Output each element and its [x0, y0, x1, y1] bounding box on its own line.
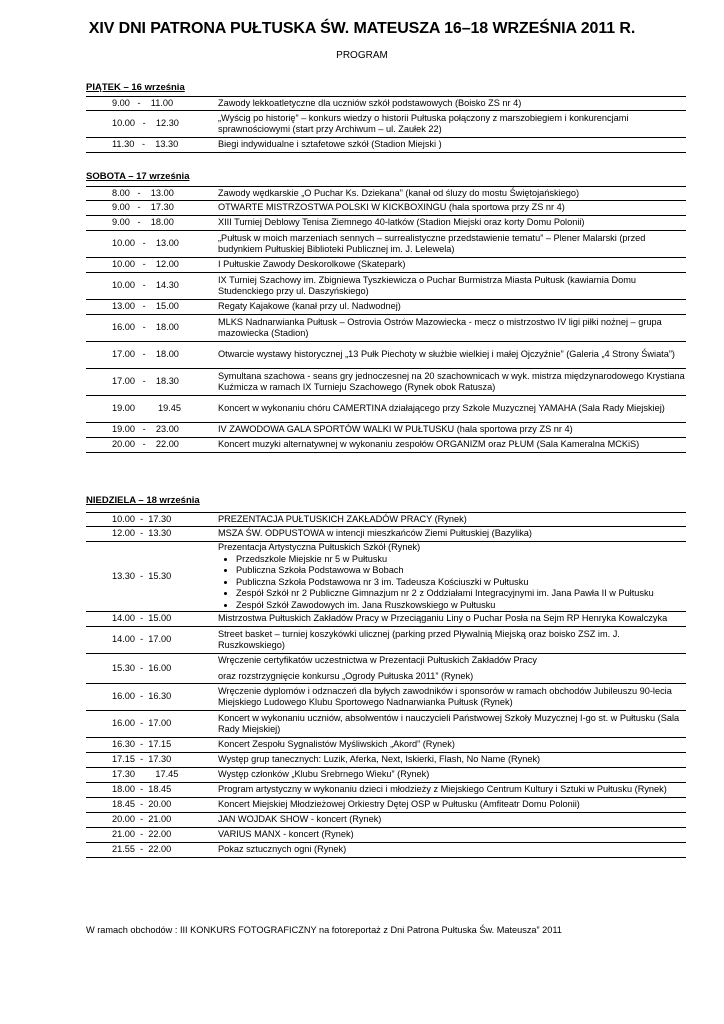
event-description: Występ członków „Klubu Srebrnego Wieku” (Rynek) — [218, 769, 430, 780]
event-time: 16.30 - 17.15 — [112, 739, 172, 750]
event-description: MSZA ŚW. ODPUSTOWA w intencji mieszkańców Ziemi Pułtuskiej (Bazylika) — [218, 528, 532, 539]
event-time: 18.45 - 20.00 — [112, 799, 172, 810]
schedule-table — [86, 96, 686, 153]
table-row — [86, 315, 686, 342]
table-row — [86, 542, 686, 612]
event-time: 12.00 - 13.30 — [112, 528, 172, 539]
table-row — [86, 138, 686, 153]
event-time: 10.00 - 13.00 — [112, 238, 179, 249]
event-description: Koncert Miejskiej Młodzieżowej Orkiestry Dętej OSP w Pułtusku (Amfiteatr Domu Polonii) — [218, 799, 580, 810]
event-description: Występ grup tanecznych: Luzik, Aferka, Next, Iskierki, Flash, No Name (Rynek) — [218, 754, 541, 765]
event-time: 19.00 - 23.00 — [112, 424, 179, 435]
list-item: • Zespół Szkół nr 2 Publiczne Gimnazjum nr 2 z Oddziałami Integracyjnymi im. Jana Pawła II w Pułtusku — [236, 588, 686, 600]
event-description: Zawody wędkarskie „O Puchar Ks. Dziekana” (kanał od śluzy do mostu Świętojańskiego) — [218, 187, 580, 198]
event-time: 17.15 - 17.30 — [112, 754, 172, 765]
table-row — [86, 423, 686, 438]
table-row — [86, 186, 686, 201]
event-time: 9.00 - 11.00 — [112, 97, 174, 108]
table-row — [86, 768, 686, 783]
event-description: Pokaz sztucznych ogni (Rynek) — [218, 844, 347, 855]
day-header: NIEDZIELA – 18 września — [86, 495, 200, 506]
event-description: „Wyścig po historię” – konkurs wiedzy o historii Pułtuska połączony z marszobiegiem i konkurencjami sprawnościowymi (start przy Archiwum – ul. Zaułek 22) — [218, 112, 629, 134]
table-row — [86, 438, 686, 453]
event-description: Program artystyczny w wykonaniu dzieci i młodzieży z Miejskiego Centrum Kultury i Sztuki w Pułtusku (Rynek) — [218, 784, 667, 795]
schedule-table — [86, 512, 686, 858]
event-time: 17.00 - 18.30 — [112, 376, 179, 387]
event-time: 18.00 - 18.45 — [112, 784, 172, 795]
event-time: 17.00 - 18.00 — [112, 349, 179, 360]
table-row — [86, 527, 686, 542]
event-description: Symultana szachowa - seans gry jednoczesnej na 20 szachownicach w wyk. mistrza międzynarodowego Krystiana Kuźmicza w ramach IX Turnieju Szachowego (Rynek obok Ratusza) — [218, 370, 685, 392]
table-row — [86, 396, 686, 423]
event-time: 21.55 - 22.00 — [112, 844, 172, 855]
event-time: 13.00 - 15.00 — [112, 301, 179, 312]
table-row — [86, 273, 686, 300]
table-row — [86, 843, 686, 858]
event-time: 9.00 - 17.30 — [112, 202, 174, 213]
event-description: Koncert w wykonaniu chóru CAMERTINA działającego przy Szkole Muzycznej YAMAHA (Sala Rady Miejskiej) — [218, 403, 665, 414]
event-time: 10.00 - 12.30 — [112, 118, 179, 129]
table-row — [86, 369, 686, 396]
footer-note: W ramach obchodów : III KONKURS FOTOGRAFICZNY na fotoreportaż z Dni Patrona Pułtuska Św. Mateusza” 2011 — [86, 925, 562, 935]
day-header: PIĄTEK – 16 września — [86, 82, 185, 93]
event-description: Regaty Kajakowe (kanał przy ul. Nadwodnej) — [218, 301, 401, 312]
event-time: 15.30 - 16.00 — [112, 662, 172, 673]
table-row — [86, 201, 686, 216]
table-row — [86, 300, 686, 315]
table-row — [86, 612, 686, 627]
event-time: 19.00 19.45 — [112, 403, 181, 414]
event-description: Koncert Zespołu Sygnalistów Myśliwskich „Akord” (Rynek) — [218, 739, 455, 750]
table-row — [86, 231, 686, 258]
event-description: IV ZAWODOWA GALA SPORTÓW WALKI W PUŁTUSKU (hala sportowa przy ZS nr 4) — [218, 424, 573, 435]
event-description: PREZENTACJA PUŁTUSKICH ZAKŁADÓW PRACY (Rynek) — [218, 513, 467, 524]
event-time: 8.00 - 13.00 — [112, 187, 174, 198]
table-row — [86, 798, 686, 813]
event-time: 9.00 - 18.00 — [112, 217, 174, 228]
event-time: 13.30 - 15.30 — [112, 570, 172, 581]
table-row — [86, 512, 686, 527]
table-row — [86, 627, 686, 654]
table-row — [86, 753, 686, 768]
event-description: Koncert muzyki alternatywnej w wykonaniu zespołów ORGANIZM oraz PŁUM (Sala Kameralna MCKiS) — [218, 439, 640, 450]
event-time: 20.00 - 21.00 — [112, 814, 172, 825]
event-time: 14.00 - 15.00 — [112, 613, 172, 624]
table-row — [86, 783, 686, 798]
table-row — [86, 711, 686, 738]
event-description: I Pułtuskie Zawody Deskorolkowe (Skatepark) — [218, 259, 406, 270]
event-time: 14.00 - 17.00 — [112, 634, 172, 645]
table-row — [86, 342, 686, 369]
event-time: 16.00 - 16.30 — [112, 691, 172, 702]
event-time: 11.30 - 13.30 — [112, 139, 179, 150]
day-header: SOBOTA – 17 września — [86, 171, 190, 182]
event-description: Wręczenie certyfikatów uczestnictwa w Prezentacji Pułtuskich Zakładów Pracy oraz rozstrzygnięcie konkursu „Ogrody Pułtuska 2011” (Rynek) — [218, 655, 537, 681]
schedule-table — [86, 186, 686, 453]
event-description: Wręczenie dyplomów i odznaczeń dla byłych zawodników i sponsorów w ramach obchodów Jubileuszu 90-lecia Miejskiego Ludowego Klubu Sportowego Nadnarwianka Pułtusk (Rynek) — [218, 685, 672, 707]
event-description: OTWARTE MISTRZOSTWA POLSKI W KICKBOXINGU (hala sportowa przy ZS nr 4) — [218, 202, 565, 213]
event-description: Prezentacja Artystyczna Pułtuskich Szkół (Rynek) • Przedszkole Miejskie nr 5 w Pułtusku • Publiczna Szkoła Podstawowa w Bobach • Publiczna Szkoła Podstawowa nr 3 im. Tadeusza Kościuszki w Pułtusku • Zespół Szkół nr 2 Publiczne Gimnazjum nr 2 z Oddziałami Integracyjnymi im. Jana Pawła II w Pułtusku • Zespół Szkół Zawodowych im. Jana Ruszkowskiego w Pułtusku — [216, 541, 686, 612]
event-time: 16.00 - 18.00 — [112, 322, 179, 333]
event-description: Mistrzostwa Pułtuskich Zakładów Pracy w Przeciąganiu Liny o Puchar Posła na Sejm RP Henryka Kowalczyka — [218, 613, 668, 624]
table-row — [86, 216, 686, 231]
event-description: „Pułtusk w moich marzeniach sennych – surrealistyczne przedstawienie tematu” – Plener Malarski (przed budynkiem Pułtuskiej Biblioteki Publicznej im. J. Lelewela) — [218, 232, 646, 254]
list-item: • Zespół Szkół Zawodowych im. Jana Ruszkowskiego w Pułtusku — [236, 600, 686, 612]
event-description: Street basket – turniej koszykówki ulicznej (parking przed Pływalnią Miejską oraz boisko ZSZ im. J. Ruszkowskiego) — [218, 628, 620, 650]
list-item: • Publiczna Szkoła Podstawowa w Bobach — [236, 565, 686, 577]
event-time: 20.00 - 22.00 — [112, 439, 179, 450]
table-row — [86, 96, 686, 111]
event-description: MLKS Nadnarwianka Pułtusk – Ostrovia Ostrów Mazowiecka - mecz o mistrzostwo IV ligi piłki nożnej – grupa mazowiecka (Stadion) — [218, 316, 662, 338]
table-row — [86, 813, 686, 828]
event-time: 10.00 - 14.30 — [112, 280, 179, 291]
event-time: 16.00 - 17.00 — [112, 718, 172, 729]
event-description: IX Turniej Szachowy im. Zbigniewa Tyszkiewicza o Puchar Burmistrza Miasta Pułtusk (kawiarnia Domu Studenckiego przy ul. Daszyńskiego) — [218, 274, 637, 296]
table-row — [86, 654, 686, 684]
event-time: 17.30 17.45 — [112, 769, 179, 780]
list-item: • Publiczna Szkoła Podstawowa nr 3 im. Tadeusza Kościuszki w Pułtusku — [236, 577, 686, 589]
event-description: VARIUS MANX - koncert (Rynek) — [218, 829, 354, 840]
table-row — [86, 738, 686, 753]
table-row — [86, 684, 686, 711]
event-time: 10.00 - 12.00 — [112, 259, 179, 270]
event-time: 10.00 - 17.30 — [112, 513, 172, 524]
table-row — [86, 828, 686, 843]
event-description: Biegi indywidualne i sztafetowe szkół (Stadion Miejski ) — [218, 139, 442, 150]
event-description: XIII Turniej Deblowy Tenisa Ziemnego 40-latków (Stadion Miejski oraz korty Domu Polonii) — [218, 217, 585, 228]
event-description: Koncert w wykonaniu uczniów, absolwentów i nauczycieli Państwowej Szkoły Muzycznej I-go st. w Pułtusku (Sala Rady Miejskiej) — [218, 712, 680, 734]
event-description: Zawody lekkoatletyczne dla uczniów szkół podstawowych (Boisko ZS nr 4) — [218, 97, 522, 108]
page-subtitle: PROGRAM — [336, 50, 388, 61]
page-title: XIV DNI PATRONA PUŁTUSKA ŚW. MATEUSZA 16–18 WRZEŚNIA 2011 R. — [88, 20, 636, 37]
event-description: Otwarcie wystawy historycznej „13 Pułk Piechoty w służbie wielkiej i małej Ojczyźnie” (Galeria „4 Strony Świata”) — [218, 349, 675, 360]
table-row — [86, 258, 686, 273]
event-description: JAN WOJDAK SHOW - koncert (Rynek) — [218, 814, 382, 825]
event-time: 21.00 - 22.00 — [112, 829, 172, 840]
event-sublist — [218, 554, 686, 612]
list-item: • Przedszkole Miejskie nr 5 w Pułtusku — [236, 554, 686, 566]
table-row — [86, 111, 686, 138]
